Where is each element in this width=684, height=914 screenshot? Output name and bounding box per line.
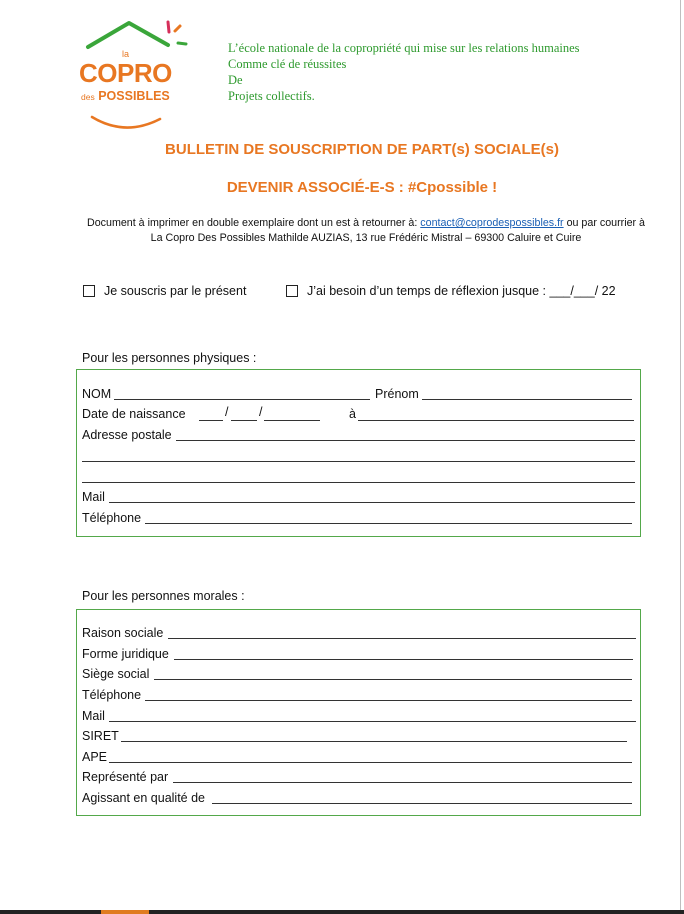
physical-form (76, 369, 641, 537)
raison-sociale-field[interactable] (168, 638, 636, 639)
page-subtitle: DEVENIR ASSOCIÉ-E-S : #Cpossible ! (226, 179, 498, 196)
moral-field-label: Agissant en qualité de (82, 791, 206, 805)
birthplace-label: à (349, 407, 356, 421)
moral-heading: Pour les personnes morales : (82, 589, 245, 603)
reflect-option[interactable] (286, 284, 616, 298)
moral-mail-field[interactable] (109, 721, 636, 722)
date-slash: / (259, 405, 263, 419)
prenom-label: Prénom (375, 387, 419, 401)
birth-day-field[interactable] (199, 420, 223, 421)
birth-month-field[interactable] (231, 420, 257, 421)
birth-year-field[interactable] (264, 420, 320, 421)
moral-field-label: Représenté par (82, 770, 169, 784)
mail-field[interactable] (109, 502, 635, 503)
phone-field[interactable] (145, 523, 632, 524)
reflect-checkbox[interactable] (286, 285, 298, 297)
birthplace-field[interactable] (358, 420, 634, 421)
forme-juridique-field[interactable] (174, 659, 633, 660)
logo-la: la (122, 49, 130, 59)
moral-form (76, 609, 641, 816)
siret-field[interactable] (121, 741, 627, 742)
moral-field-label: Siège social (82, 667, 150, 681)
logo-copro: COPRO (79, 58, 172, 88)
date-slash: / (225, 405, 229, 419)
moral-field-label: APE (82, 750, 108, 764)
moral-field-label: Raison sociale (82, 626, 164, 640)
tagline-line: De (228, 73, 243, 87)
email-link[interactable]: contact@coprodespossibles.fr (420, 217, 564, 229)
ape-field[interactable] (109, 762, 632, 763)
address-line-2[interactable] (82, 461, 635, 462)
subscribe-label: Je souscris par le présent (104, 284, 247, 298)
copro-logo (78, 18, 194, 132)
tagline-line: Comme clé de réussites (228, 57, 347, 71)
subscribe-checkbox[interactable] (83, 285, 95, 297)
birth-label: Date de naissance (82, 407, 186, 421)
nom-field[interactable] (114, 399, 370, 400)
moral-field-label: Mail (82, 709, 105, 723)
mail-label: Mail (82, 490, 105, 504)
represente-par-field[interactable] (173, 782, 632, 783)
moral-field-label: Téléphone (82, 688, 142, 702)
address-label: Adresse postale (82, 428, 172, 442)
qualite-field[interactable] (212, 803, 632, 804)
address-field[interactable] (176, 440, 635, 441)
page-title: BULLETIN DE SOUSCRIPTION DE PART(s) SOCIALE(s) (165, 141, 559, 158)
reflect-label: J’ai besoin d’un temps de réflexion jusque : ___/___/ 22 (307, 284, 616, 298)
prenom-field[interactable] (422, 399, 632, 400)
nom-label: NOM (82, 387, 112, 401)
tagline (228, 40, 580, 104)
tagline-line: L’école nationale de la copropriété qui mise sur les relations humaines (228, 41, 580, 55)
subscribe-option[interactable] (83, 284, 246, 298)
physical-heading: Pour les personnes physiques : (82, 351, 257, 365)
tagline-line: Projets collectifs. (228, 89, 315, 103)
moral-field-label: Forme juridique (82, 647, 169, 661)
moral-field-label: SIRET (82, 729, 119, 743)
address-line-3[interactable] (82, 482, 635, 483)
moral-phone-field[interactable] (145, 700, 632, 701)
phone-label: Téléphone (82, 511, 142, 525)
bottom-tab[interactable] (101, 910, 149, 914)
siege-social-field[interactable] (154, 679, 632, 680)
intro-text: Document à imprimer en double exemplaire dont un est à retourner à: contact@coprodespossibles.fr ou par courrier à La Copro Des Possibles Mathilde AUZIAS, 13 rue Frédéric Mistral – 69300 Caluire et Cuire (87, 217, 645, 244)
logo-des-possibles: des POSSIBLES (81, 89, 170, 103)
